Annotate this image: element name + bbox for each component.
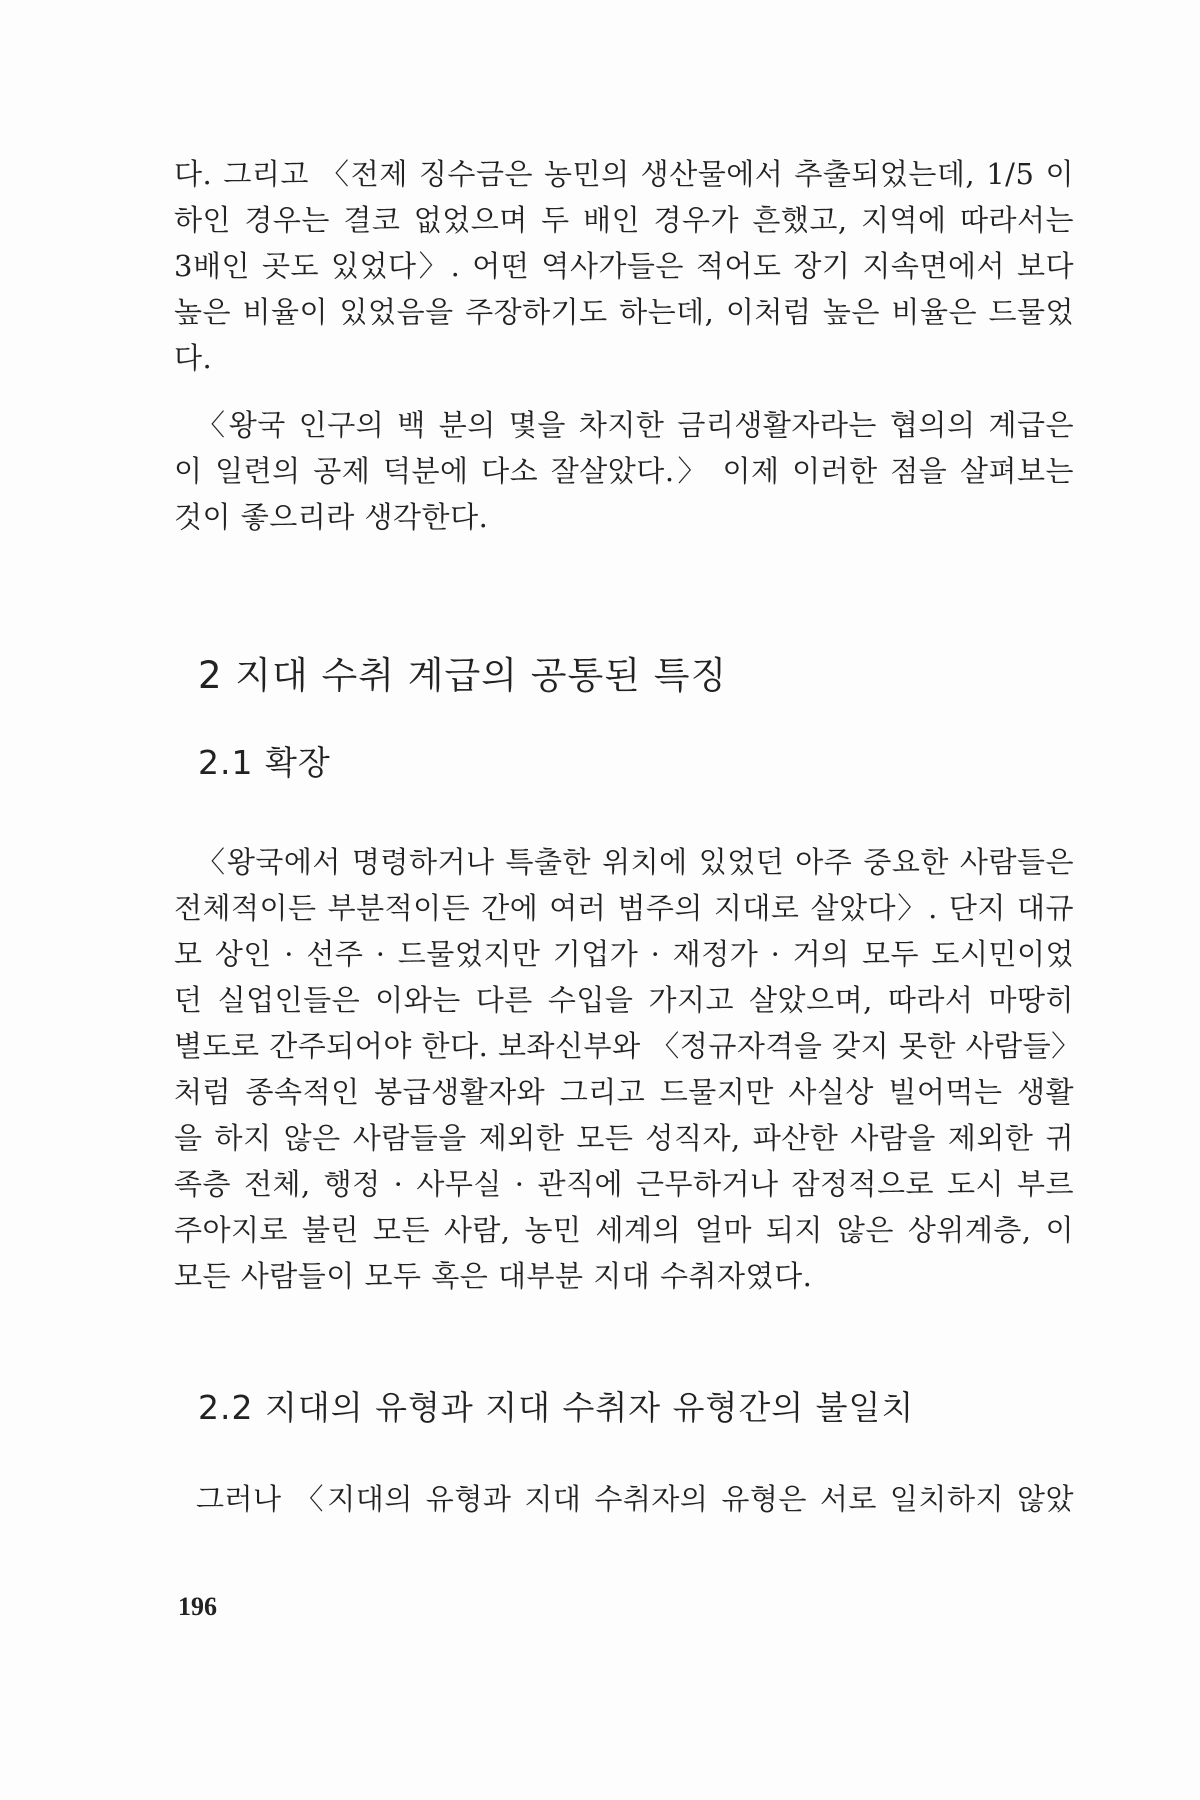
paragraph-2-2 [174,1476,1074,1522]
text-line: 전체적이든 부분적이든 간에 여러 범주의 지대로 살았다〉. 단지 대규 [174,891,1074,925]
text-line: 족층 전체, 행정 · 사무실 · 관직에 근무하거나 잠정적으로 도시 부르 [174,1167,1074,1201]
text-line: 주아지로 불린 모든 사람, 농민 세계의 얼마 되지 않은 상위계층, 이 [174,1213,1074,1247]
text-line: 별도로 간주되어야 한다. 보좌신부와 〈정규자격을 갖지 못한 사람들〉 [174,1029,1081,1063]
paragraph-2 [174,402,1074,540]
subsection-heading: 2.1 확장 [198,743,331,782]
paragraph-1 [174,151,1074,381]
text-line: 3배인 곳도 있었다〉. 어떤 역사가들은 적어도 장기 지속면에서 보다 [174,249,1074,283]
text-line: 처럼 종속적인 봉급생활자와 그리고 드물지만 사실상 빌어먹는 생활 [174,1075,1074,1109]
paragraph-2-1 [174,839,1081,1299]
text-line: 던 실업인들은 이와는 다른 수입을 가지고 살았으며, 따라서 마땅히 [174,983,1074,1017]
text-line: 이 일련의 공제 덕분에 다소 잘살았다.〉 이제 이러한 점을 살펴보는 [174,454,1074,488]
text-line: 모든 사람들이 모두 혹은 대부분 지대 수취자였다. [174,1259,813,1293]
text-line: 높은 비율이 있었음을 주장하기도 하는데, 이처럼 높은 비율은 드물었 [174,295,1074,329]
text-line: 〈왕국 인구의 백 분의 몇을 차지한 금리생활자라는 협의의 계급은 [196,408,1074,442]
text-line: 하인 경우는 결코 없었으며 두 배인 경우가 흔했고, 지역에 따라서는 [174,203,1074,237]
page-number: 196 [178,1592,217,1621]
text-line: 그러나 〈지대의 유형과 지대 수취자의 유형은 서로 일치하지 않았 [196,1482,1074,1516]
text-line: 다. 그리고 〈전제 징수금은 농민의 생산물에서 추출되었는데, 1/5 이 [174,157,1074,191]
text-line: 을 하지 않은 사람들을 제외한 모든 성직자, 파산한 사람을 제외한 귀 [174,1121,1074,1155]
text-line: 〈왕국에서 명령하거나 특출한 위치에 있었던 아주 중요한 사람들은 [196,845,1074,879]
section-heading: 2 지대 수취 계급의 공통된 특징 [198,654,728,697]
subsection-heading: 2.2 지대의 유형과 지대 수취자 유형간의 불일치 [198,1388,915,1427]
text-line: 모 상인 · 선주 · 드물었지만 기업가 · 재정가 · 거의 모두 도시민이었 [174,937,1074,971]
text-line: 다. [174,341,213,375]
text-line: 것이 좋으리라 생각한다. [174,500,489,534]
